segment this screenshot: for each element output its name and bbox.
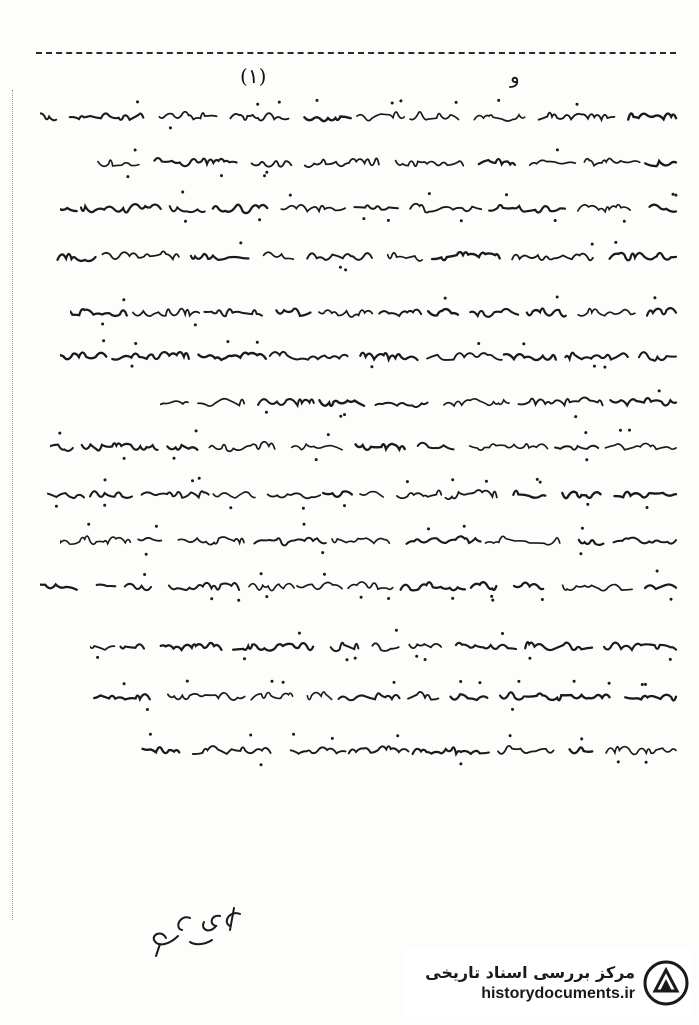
handwritten-line	[40, 232, 680, 276]
watermark-url: historydocuments.ir	[481, 985, 635, 1002]
handwritten-line	[120, 726, 680, 770]
page-number: (۱)	[240, 64, 267, 88]
handwritten-line	[80, 138, 680, 182]
handwritten-line	[40, 470, 680, 514]
handwritten-line	[160, 378, 680, 422]
handwritten-line	[70, 288, 680, 332]
handwritten-line	[40, 562, 680, 606]
handwritten-body	[30, 92, 680, 952]
handwritten-line	[60, 332, 680, 376]
handwritten-line	[60, 516, 680, 560]
watermark-title: مرکز بررسی اسناد تاریخی	[425, 963, 635, 982]
signature-icon	[150, 900, 245, 960]
archive-logo-icon	[641, 958, 691, 1008]
handwritten-line	[60, 184, 680, 228]
left-margin-edge	[12, 90, 13, 920]
watermark	[406, 949, 691, 1017]
handwritten-line	[50, 422, 680, 466]
top-dashed-rule	[36, 52, 676, 54]
page-symbol: و	[510, 64, 520, 88]
handwritten-line	[40, 92, 680, 136]
handwritten-line	[80, 672, 680, 716]
handwritten-line	[90, 622, 680, 666]
